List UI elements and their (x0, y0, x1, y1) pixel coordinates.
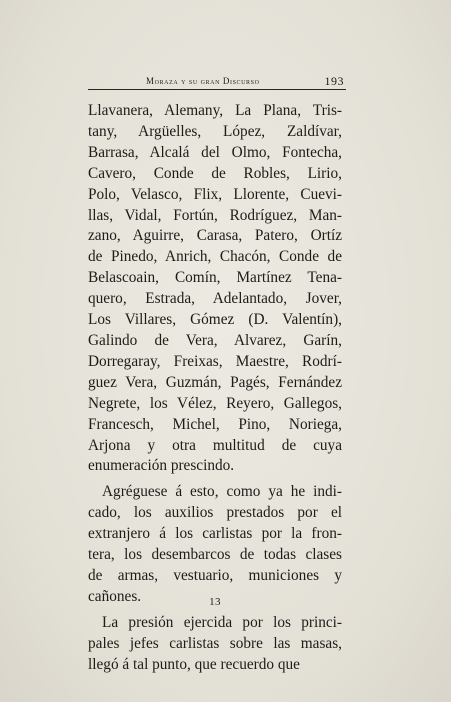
text-line: Belascoain, Comín, Martínez Tena- (88, 269, 342, 287)
text-line: Dorregaray, Freixas, Maestre, Rodrí- (88, 352, 342, 370)
paragraph (88, 482, 342, 607)
running-title: Moraza y su gran Discurso (146, 76, 260, 86)
text-line: Polo, Velasco, Flix, Llorente, Cuevi- (88, 185, 342, 203)
body-text (88, 101, 342, 680)
text-line: Negrete, los Vélez, Reyero, Gallegos, (88, 394, 342, 412)
text-line: Agréguese á esto, como ya he indi- (102, 483, 342, 501)
paragraph (88, 613, 342, 676)
text-line: guez Vera, Guzmán, Pagés, Fernández (88, 373, 342, 391)
text-line: zano, Aguirre, Carasa, Patero, Ortíz (88, 227, 342, 245)
text-line: Cavero, Conde de Robles, Lirio, (88, 164, 342, 182)
text-line: extranjero á los carlistas por la fron- (88, 525, 342, 543)
text-line: de armas, vestuario, municiones y (88, 566, 342, 584)
page-number: 193 (324, 74, 344, 88)
text-line: Barrasa, Alcalá del Olmo, Fontecha, (88, 143, 342, 161)
text-line: tany, Argüelles, López, Zaldívar, (88, 122, 342, 140)
text-line: quero, Estrada, Adelantado, Jover, (88, 290, 342, 308)
text-line: Llavanera, Alemany, La Plana, Tris- (88, 102, 342, 119)
text-line: tera, los desembarcos de todas clases (88, 546, 342, 564)
paragraph (88, 101, 342, 477)
text-line: de Pinedo, Anrich, Chacón, Conde de (88, 248, 342, 266)
text-line: Los Villares, Gómez (D. Valentín), (88, 311, 342, 329)
text-line: pales jefes carlistas sobre las masas, (88, 634, 342, 652)
text-line: Galindo de Vera, Alvarez, Garín, (88, 331, 342, 349)
text-line: cado, los auxilios prestados por el (88, 504, 342, 522)
page-header (88, 72, 346, 90)
text-line: cañones. (88, 587, 142, 605)
text-line: Arjona y otra multitud de cuya (88, 436, 342, 454)
text-line: La presión ejercida por los princi- (102, 613, 342, 631)
text-line: llegó á tal punto, que recuerdo que (88, 655, 300, 673)
text-line: enumeración prescindo. (88, 457, 235, 475)
header-rule (88, 89, 346, 90)
text-line: Francesch, Michel, Pino, Noriega, (88, 415, 342, 433)
signature-mark: 13 (209, 596, 221, 608)
text-line: llas, Vidal, Fortún, Rodríguez, Man- (88, 206, 342, 224)
